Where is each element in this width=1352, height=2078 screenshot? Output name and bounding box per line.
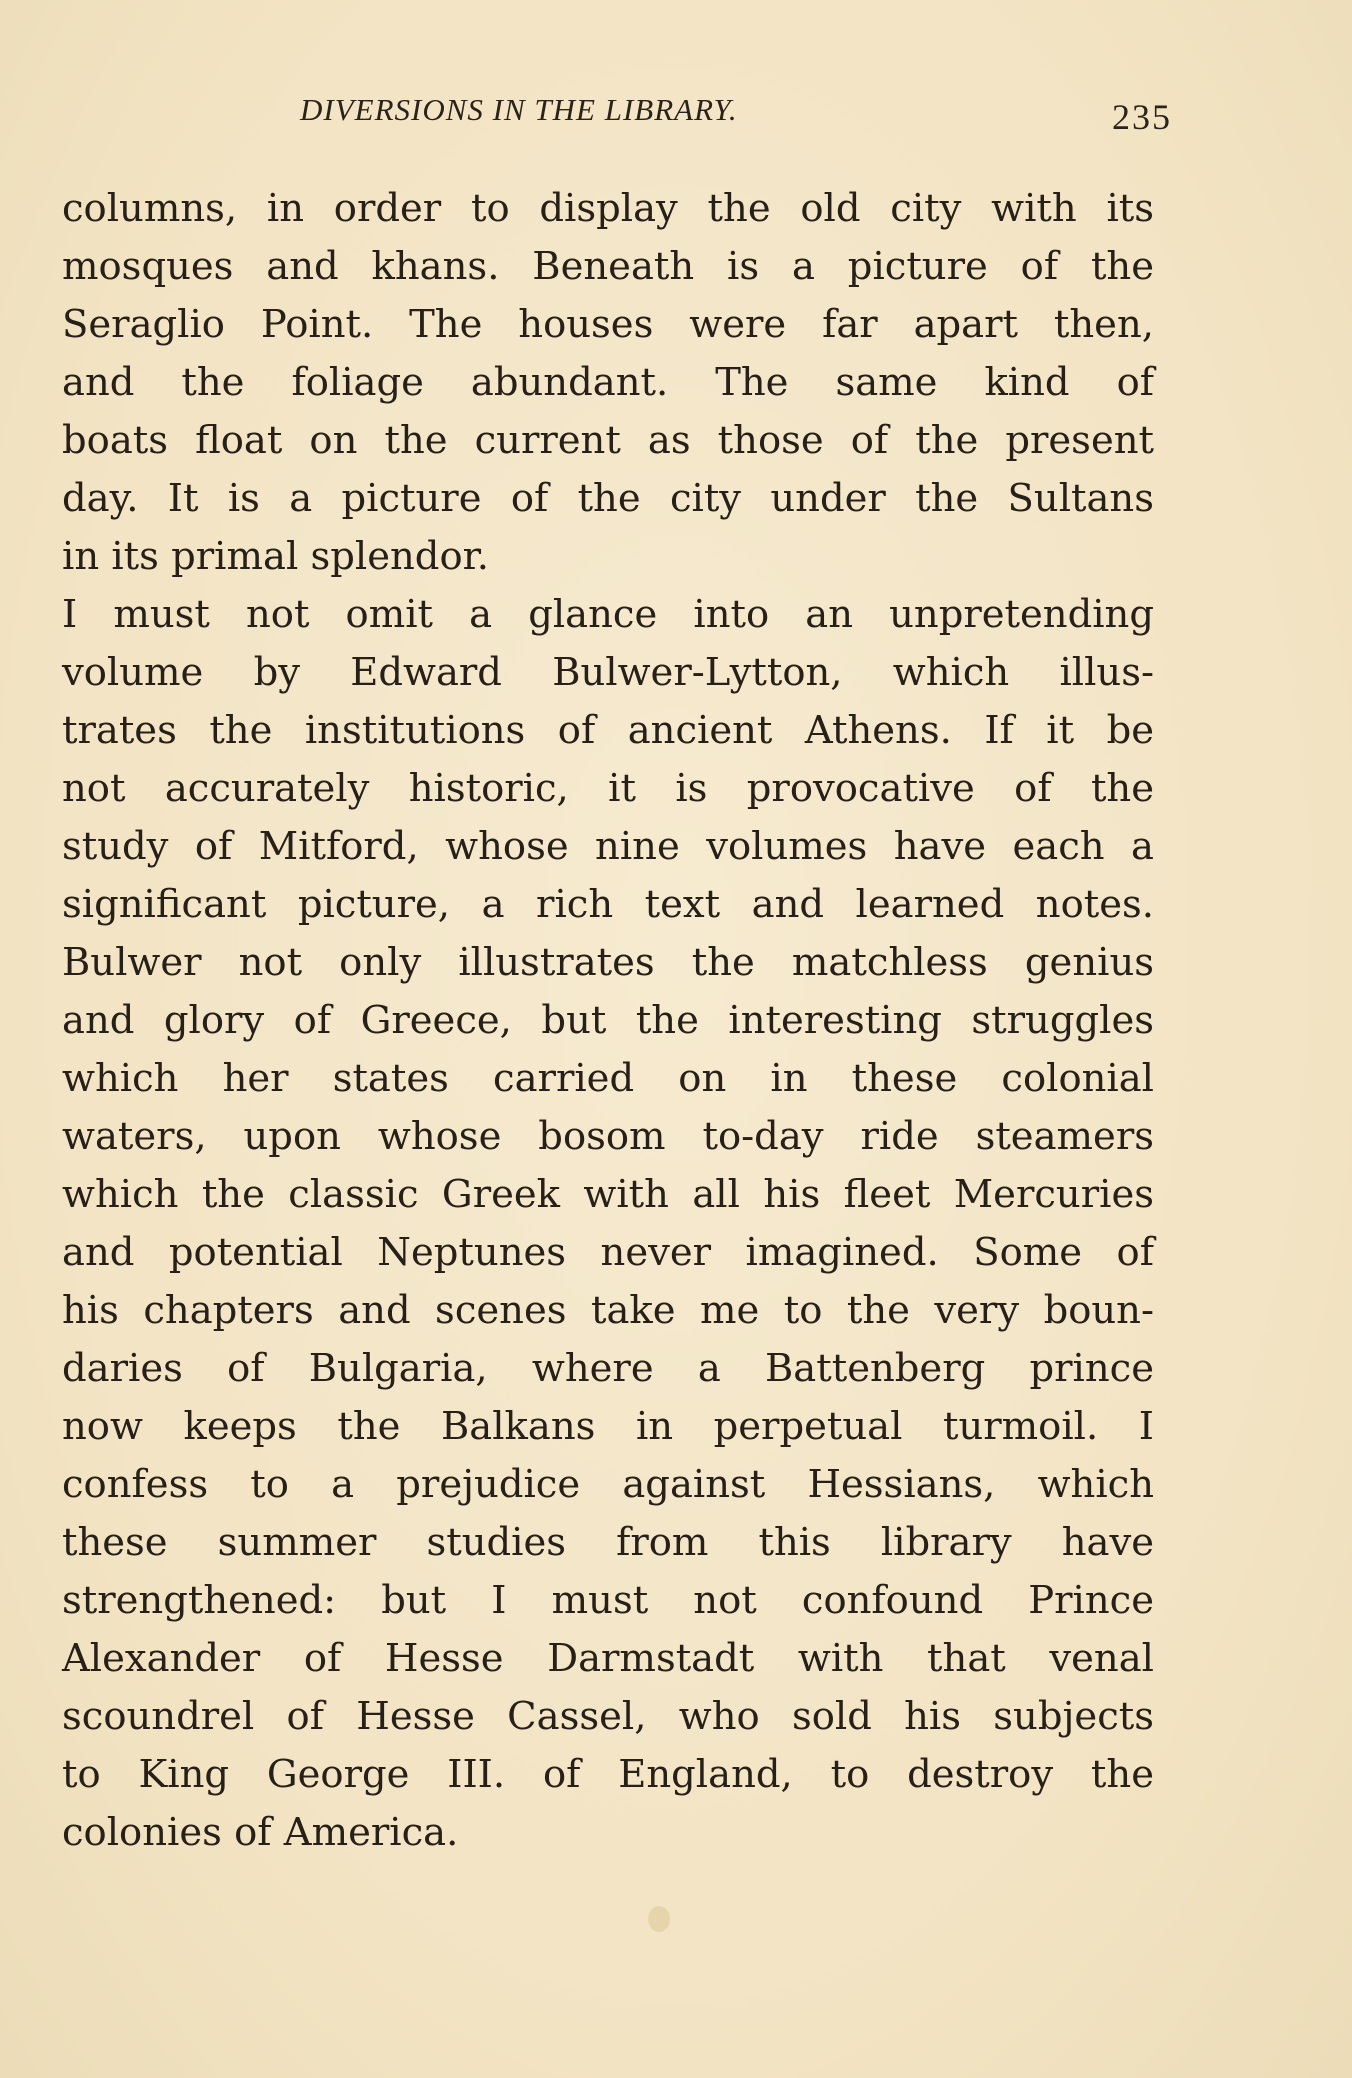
body-text [62, 180, 1154, 1862]
text-line: significant picture, a rich text and learned notes. [62, 882, 1154, 927]
text-line: trates the institutions of ancient Athens. If it be [62, 708, 1154, 753]
text-line: and glory of Greece, but the interesting struggles [62, 998, 1154, 1043]
text-line: Alexander of Hesse Darmstadt with that venal [62, 1636, 1154, 1681]
text-line: now keeps the Balkans in perpetual turmoil. I [62, 1404, 1154, 1449]
text-line: which her states carried on in these colonial [62, 1056, 1154, 1101]
text-line: to King George III. of England, to destroy the [62, 1752, 1154, 1797]
text-line: mosques and khans. Beneath is a picture of the [62, 244, 1154, 289]
text-line: waters, upon whose bosom to-day ride steamers [62, 1114, 1154, 1159]
text-line: study of Mitford, whose nine volumes have each a [62, 824, 1154, 869]
paper-stain [648, 1906, 670, 1932]
text-line: volume by Edward Bulwer-Lytton, which illus- [62, 650, 1154, 695]
text-line: in its primal splendor. [62, 534, 490, 579]
text-line: his chapters and scenes take me to the very boun- [62, 1288, 1154, 1333]
text-line: confess to a prejudice against Hessians, which [62, 1462, 1154, 1507]
text-line: columns, in order to display the old city with its [62, 186, 1154, 231]
text-line: and the foliage abundant. The same kind of [62, 360, 1154, 405]
text-line: and potential Neptunes never imagined. Some of [62, 1230, 1154, 1275]
text-line: I must not omit a glance into an unpretending [62, 592, 1154, 637]
text-line: Bulwer not only illustrates the matchless genius [62, 940, 1154, 985]
text-line: strengthened: but I must not confound Prince [62, 1578, 1154, 1623]
text-line: day. It is a picture of the city under the Sultans [62, 476, 1154, 521]
text-line: colonies of America. [62, 1810, 459, 1855]
running-title: DIVERSIONS IN THE LIBRARY. [300, 92, 738, 127]
text-line: scoundrel of Hesse Cassel, who sold his subjects [62, 1694, 1154, 1739]
page-number: 235 [1112, 97, 1172, 137]
text-line: which the classic Greek with all his fleet Mercuries [62, 1172, 1154, 1217]
text-line: daries of Bulgaria, where a Battenberg prince [62, 1346, 1154, 1391]
text-line: not accurately historic, it is provocative of the [62, 766, 1154, 811]
text-line: Seraglio Point. The houses were far apart then, [62, 302, 1154, 347]
text-line: these summer studies from this library have [62, 1520, 1154, 1565]
text-line: boats float on the current as those of the present [62, 418, 1154, 463]
